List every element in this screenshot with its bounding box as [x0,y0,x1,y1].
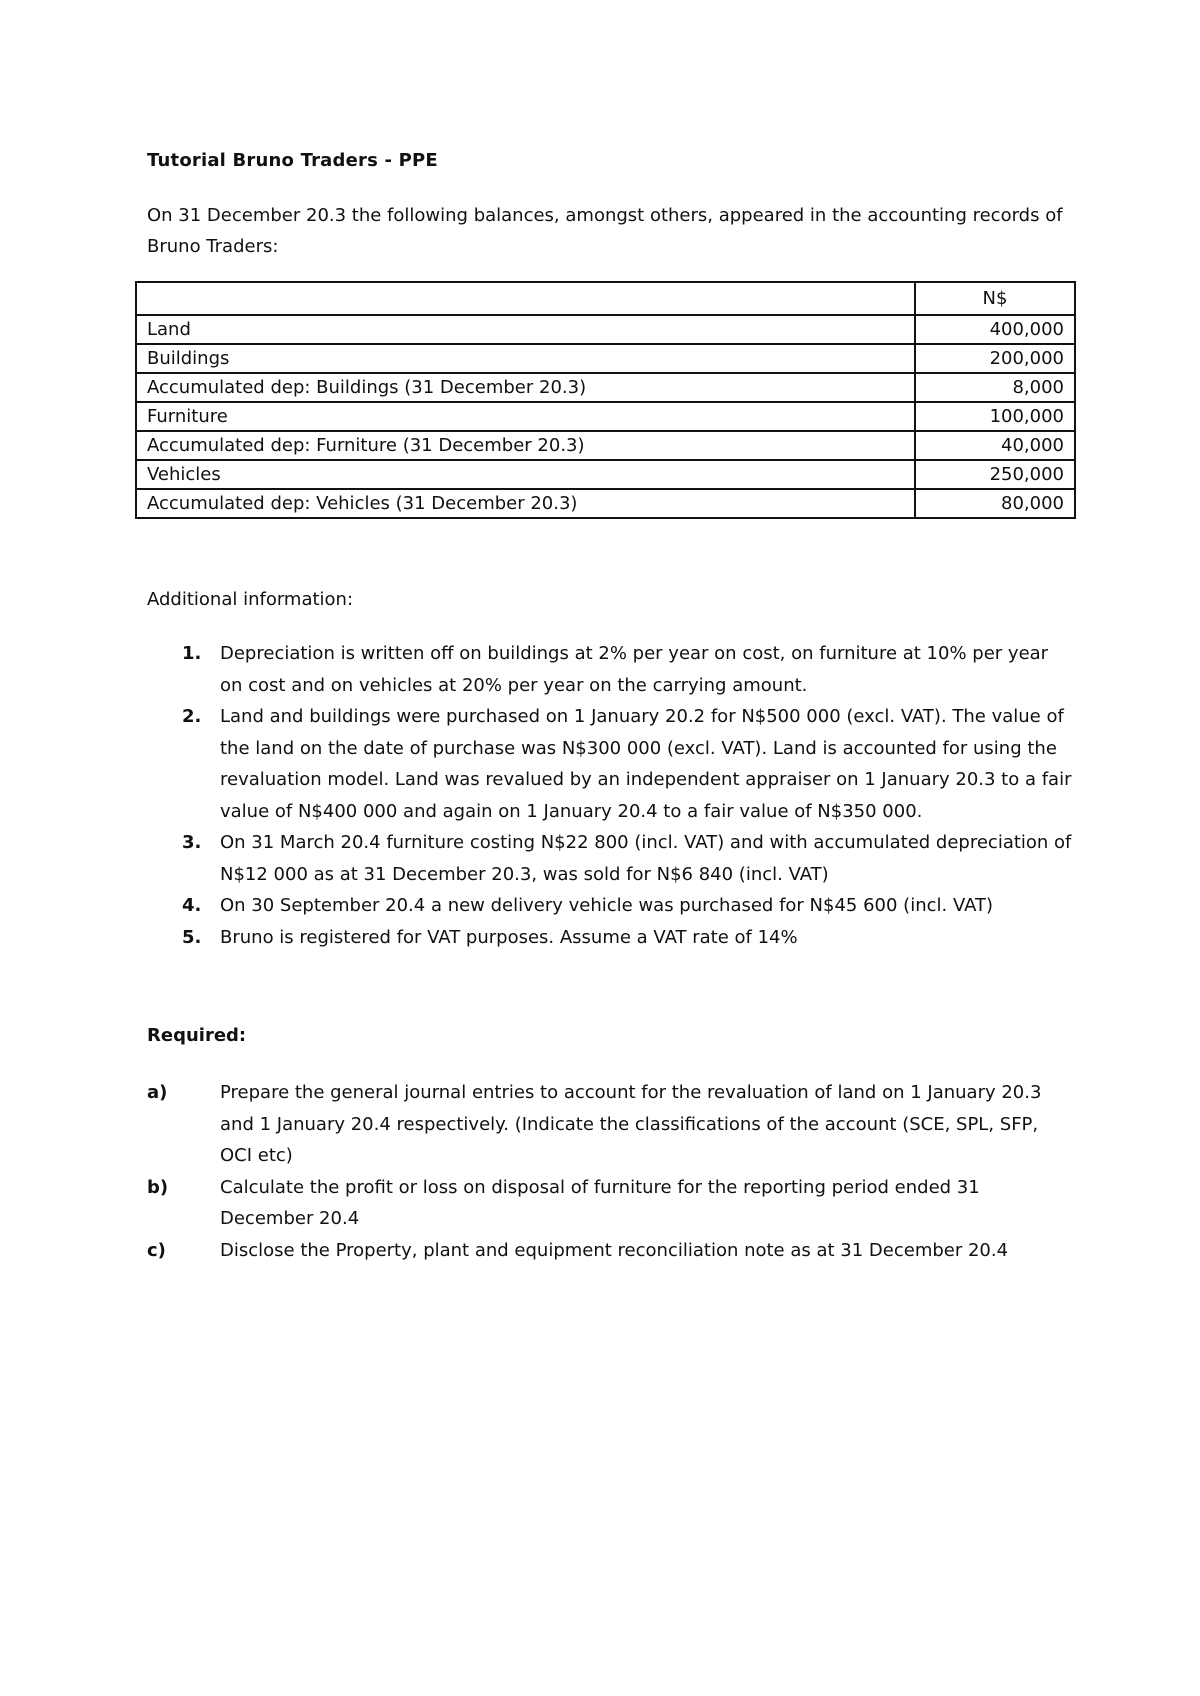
list-item-letter: c) [147,1239,166,1261]
balances-table [135,281,1076,519]
list-item-letter: a) [147,1082,168,1103]
required-heading: Required: [147,1025,247,1046]
required-list [147,1077,1072,1266]
row-label: Accumulated dep: Furniture (31 December 20.3) [136,431,915,460]
table-row [136,489,1075,518]
row-label: Buildings [136,344,915,373]
list-item [147,1235,1072,1267]
row-label: Land [136,315,915,344]
table-row [136,460,1075,489]
list-item-text: Prepare the general journal entries to account for the revaluation of land on 1 January 20.3 and 1 January 20.4 respectively. (Indicate the classifications of the account (SCE, SPL, SFP, OCI etc) [220,1082,1042,1166]
row-label: Furniture [136,402,915,431]
list-item-text: Bruno is registered for VAT purposes. Assume a VAT rate of 14% [220,926,798,948]
row-label: Accumulated dep: Vehicles (31 December 20.3) [136,489,915,518]
list-item-letter: b) [147,1176,169,1198]
list-item [147,890,1072,922]
document-title: Tutorial Bruno Traders - PPE [147,150,438,171]
table-row [136,402,1075,431]
list-item-text: On 30 September 20.4 a new delivery vehicle was purchased for N$45 600 (incl. VAT) [220,895,994,916]
intro-paragraph: On 31 December 20.3 the following balances, amongst others, appeared in the accounting records of Bruno Traders: [147,205,1063,257]
row-amount: 250,000 [915,460,1075,489]
list-item-number: 2. [182,706,202,727]
row-amount: 80,000 [915,489,1075,518]
row-amount: 100,000 [915,402,1075,431]
list-item-number: 3. [182,832,202,853]
table-row [136,431,1075,460]
table-row [136,344,1075,373]
additional-info-list [147,638,1072,953]
additional-info-heading: Additional information: [147,589,354,610]
list-item-text: On 31 March 20.4 furniture costing N$22 800 (incl. VAT) and with accumulated depreciation of N$12 000 as at 31 December 20.3, was sold for N$6 840 (incl. VAT) [220,832,1072,885]
list-item-number: 5. [182,926,202,948]
list-item-text: Disclose the Property, plant and equipment reconciliation note as at 31 December 20.4 [220,1239,1009,1261]
row-label: Vehicles [136,460,915,489]
list-item-text: Calculate the profit or loss on disposal of furniture for the reporting period ended 31 December 20.4 [220,1176,980,1229]
list-item [147,922,1072,954]
row-amount: 40,000 [915,431,1075,460]
row-amount: 8,000 [915,373,1075,402]
table-row [136,315,1075,344]
list-item [147,1172,1072,1235]
list-item [147,638,1072,701]
row-amount: 400,000 [915,315,1075,344]
table-header-row [136,282,1075,315]
row-label: Accumulated dep: Buildings (31 December 20.3) [136,373,915,402]
list-item [147,701,1072,827]
list-item [147,827,1072,890]
row-amount: 200,000 [915,344,1075,373]
list-item-text: Land and buildings were purchased on 1 January 20.2 for N$500 000 (excl. VAT). The value of the land on the date of purchase was N$300 000 (excl. VAT). Land is accounted for using the revaluation model. Land was revalued by an independent appraiser on 1 January 20.3 to a fair value of N$400 000 and again on 1 January 20.4 to a fair value of N$350 000. [220,706,1072,822]
list-item-text: Depreciation is written off on buildings at 2% per year on cost, on furniture at 10% per year on cost and on vehicles at 20% per year on the carrying amount. [220,643,1049,696]
list-item [147,1077,1072,1172]
table-header-currency: N$ [915,282,1075,315]
list-item-number: 1. [182,643,202,664]
list-item-number: 4. [182,895,202,916]
table-row [136,373,1075,402]
table-header-label-cell [136,282,915,315]
